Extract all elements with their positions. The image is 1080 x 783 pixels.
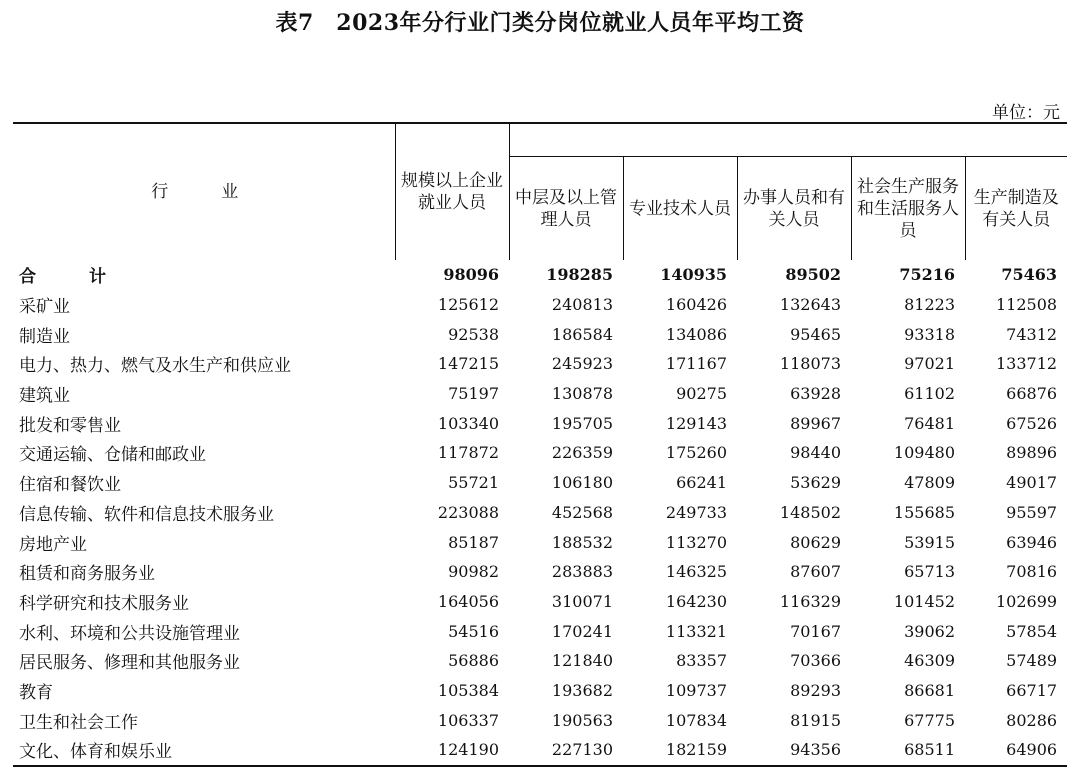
cell-value: 109480 bbox=[893, 443, 955, 463]
cell-value: 74312 bbox=[1006, 324, 1058, 344]
cell-value: 89967 bbox=[790, 413, 841, 433]
table-row bbox=[13, 587, 1067, 617]
cell-value: 171167 bbox=[665, 354, 727, 374]
cell-value: 164230 bbox=[665, 591, 727, 611]
table-row bbox=[13, 705, 1067, 735]
cell-value: 188532 bbox=[551, 532, 613, 552]
cell-value: 130878 bbox=[551, 384, 613, 404]
cell-value: 75463 bbox=[1001, 265, 1058, 285]
cell-value: 56886 bbox=[448, 651, 499, 671]
cell-value: 106337 bbox=[437, 710, 499, 730]
cell-value: 64906 bbox=[1006, 740, 1058, 760]
cell-value: 76481 bbox=[904, 413, 955, 433]
cell-value: 125612 bbox=[437, 295, 499, 315]
table-row bbox=[13, 438, 1067, 468]
cell-value: 93318 bbox=[904, 324, 955, 344]
header-industry: 行 业 bbox=[151, 182, 257, 202]
cell-value: 57489 bbox=[1006, 651, 1058, 671]
cell-value: 55721 bbox=[448, 473, 499, 493]
cell-value: 186584 bbox=[551, 324, 613, 344]
row-industry-name: 房地产业 bbox=[19, 534, 87, 555]
cell-value: 67526 bbox=[1006, 413, 1058, 433]
cell-value: 90982 bbox=[448, 562, 499, 582]
table-row-total bbox=[13, 260, 1067, 290]
cell-value: 89896 bbox=[1006, 443, 1058, 463]
cell-value: 70816 bbox=[1006, 562, 1058, 582]
cell-value: 452568 bbox=[551, 502, 613, 522]
table-row bbox=[13, 290, 1067, 320]
table-row bbox=[13, 408, 1067, 438]
row-industry-name: 批发和零售业 bbox=[19, 415, 121, 436]
cell-value: 109737 bbox=[665, 680, 727, 700]
cell-value: 193682 bbox=[551, 680, 613, 700]
cell-value: 118073 bbox=[779, 354, 841, 374]
cell-value: 105384 bbox=[437, 680, 499, 700]
table-title: 表7 2023年分行业门类分岗位就业人员年平均工资 bbox=[275, 10, 805, 36]
cell-value: 195705 bbox=[551, 413, 613, 433]
row-industry-name: 电力、热力、燃气及水生产和供应业 bbox=[19, 356, 291, 377]
cell-value: 155685 bbox=[893, 502, 955, 522]
cell-value: 81915 bbox=[790, 710, 841, 730]
table-row bbox=[13, 319, 1067, 349]
row-industry-name: 文化、体育和娱乐业 bbox=[19, 742, 172, 763]
cell-value: 310071 bbox=[551, 591, 613, 611]
cell-value: 147215 bbox=[437, 354, 499, 374]
row-industry-name: 水利、环境和公共设施管理业 bbox=[19, 623, 240, 644]
unit-label: 单位：元 bbox=[992, 103, 1060, 123]
cell-value: 102699 bbox=[995, 591, 1058, 611]
cell-value: 54516 bbox=[448, 621, 499, 641]
header-col: 社会生产服务和生活服务人员 bbox=[851, 157, 965, 261]
cell-value: 132643 bbox=[779, 295, 841, 315]
cell-value: 81223 bbox=[904, 295, 955, 315]
table-row bbox=[13, 498, 1067, 528]
table-row bbox=[13, 349, 1067, 379]
cell-value: 80286 bbox=[1006, 710, 1058, 730]
cell-value: 101452 bbox=[893, 591, 955, 611]
table-row bbox=[13, 379, 1067, 409]
cell-value: 87607 bbox=[790, 562, 841, 582]
cell-value: 94356 bbox=[790, 740, 841, 760]
table-row bbox=[13, 646, 1067, 676]
cell-value: 80629 bbox=[790, 532, 841, 552]
cell-value: 223088 bbox=[437, 502, 499, 522]
cell-value: 113321 bbox=[665, 621, 727, 641]
row-industry-name: 信息传输、软件和信息技术服务业 bbox=[19, 504, 274, 525]
cell-value: 57854 bbox=[1006, 621, 1058, 641]
cell-value: 39062 bbox=[904, 621, 955, 641]
cell-value: 66241 bbox=[676, 473, 727, 493]
cell-value: 146325 bbox=[665, 562, 727, 582]
cell-value: 249733 bbox=[665, 502, 727, 522]
cell-value: 83357 bbox=[676, 651, 727, 671]
cell-value: 86681 bbox=[904, 680, 955, 700]
cell-value: 182159 bbox=[665, 740, 727, 760]
cell-value: 160426 bbox=[665, 295, 727, 315]
cell-value: 198285 bbox=[546, 265, 613, 285]
cell-value: 63946 bbox=[1006, 532, 1058, 552]
cell-value: 89293 bbox=[790, 680, 841, 700]
header-col: 生产制造及有关人员 bbox=[965, 157, 1067, 261]
row-industry-name: 住宿和餐饮业 bbox=[19, 475, 121, 496]
cell-value: 121840 bbox=[551, 651, 613, 671]
cell-value: 85187 bbox=[448, 532, 499, 552]
row-industry-name: 交通运输、仓储和邮政业 bbox=[19, 445, 206, 466]
cell-value: 65713 bbox=[904, 562, 955, 582]
row-industry-name: 教育 bbox=[19, 682, 53, 703]
table-row bbox=[13, 468, 1067, 498]
cell-value: 66717 bbox=[1006, 680, 1058, 700]
cell-value: 68511 bbox=[904, 740, 955, 760]
cell-value: 129143 bbox=[665, 413, 727, 433]
cell-value: 113270 bbox=[665, 532, 727, 552]
header-col: 中层及以上管理人员 bbox=[509, 157, 623, 261]
cell-value: 92538 bbox=[448, 324, 499, 344]
cell-value: 148502 bbox=[779, 502, 841, 522]
header-col: 专业技术人员 bbox=[623, 157, 737, 261]
table-row bbox=[13, 616, 1067, 646]
cell-value: 112508 bbox=[995, 295, 1058, 315]
cell-value: 283883 bbox=[551, 562, 613, 582]
cell-value: 46309 bbox=[904, 651, 955, 671]
table-row bbox=[13, 527, 1067, 557]
cell-value: 95597 bbox=[1006, 502, 1058, 522]
cell-value: 106180 bbox=[551, 473, 613, 493]
cell-value: 116329 bbox=[779, 591, 841, 611]
cell-value: 190563 bbox=[551, 710, 613, 730]
row-industry-name: 卫生和社会工作 bbox=[19, 712, 138, 733]
cell-value: 63928 bbox=[790, 384, 841, 404]
cell-value: 75197 bbox=[448, 384, 499, 404]
row-industry-name: 制造业 bbox=[19, 326, 70, 347]
cell-value: 97021 bbox=[904, 354, 955, 374]
cell-value: 67775 bbox=[904, 710, 955, 730]
cell-value: 227130 bbox=[551, 740, 613, 760]
cell-value: 66876 bbox=[1006, 384, 1058, 404]
table-body bbox=[13, 260, 1067, 766]
header-total: 规模以上企业就业人员 bbox=[395, 123, 509, 260]
cell-value: 75216 bbox=[899, 265, 955, 285]
cell-value: 61102 bbox=[904, 384, 955, 404]
table-row bbox=[13, 676, 1067, 706]
header-col: 办事人员和有关人员 bbox=[737, 157, 851, 261]
cell-value: 134086 bbox=[665, 324, 727, 344]
cell-value: 53915 bbox=[904, 532, 955, 552]
row-industry-name: 合 计 bbox=[19, 267, 124, 288]
cell-value: 140935 bbox=[660, 265, 727, 285]
row-industry-name: 租赁和商务服务业 bbox=[19, 564, 155, 585]
cell-value: 170241 bbox=[551, 621, 613, 641]
header-group-spacer bbox=[509, 123, 1067, 157]
cell-value: 117872 bbox=[437, 443, 499, 463]
cell-value: 133712 bbox=[995, 354, 1058, 374]
cell-value: 245923 bbox=[551, 354, 613, 374]
table-row bbox=[13, 735, 1067, 766]
cell-value: 226359 bbox=[551, 443, 613, 463]
cell-value: 240813 bbox=[551, 295, 613, 315]
cell-value: 107834 bbox=[665, 710, 727, 730]
cell-value: 70167 bbox=[790, 621, 841, 641]
cell-value: 95465 bbox=[790, 324, 841, 344]
cell-value: 53629 bbox=[790, 473, 841, 493]
cell-value: 164056 bbox=[437, 591, 499, 611]
row-industry-name: 居民服务、修理和其他服务业 bbox=[19, 653, 240, 674]
wage-table bbox=[13, 122, 1067, 767]
cell-value: 47809 bbox=[904, 473, 955, 493]
cell-value: 175260 bbox=[665, 443, 727, 463]
table-row bbox=[13, 557, 1067, 587]
cell-value: 103340 bbox=[437, 413, 499, 433]
cell-value: 98096 bbox=[443, 265, 499, 285]
cell-value: 124190 bbox=[437, 740, 499, 760]
row-industry-name: 采矿业 bbox=[19, 297, 70, 318]
cell-value: 98440 bbox=[790, 443, 841, 463]
cell-value: 89502 bbox=[785, 265, 841, 285]
cell-value: 49017 bbox=[1006, 473, 1058, 493]
row-industry-name: 科学研究和技术服务业 bbox=[19, 593, 189, 614]
cell-value: 90275 bbox=[676, 384, 727, 404]
cell-value: 70366 bbox=[790, 651, 841, 671]
row-industry-name: 建筑业 bbox=[19, 386, 70, 407]
